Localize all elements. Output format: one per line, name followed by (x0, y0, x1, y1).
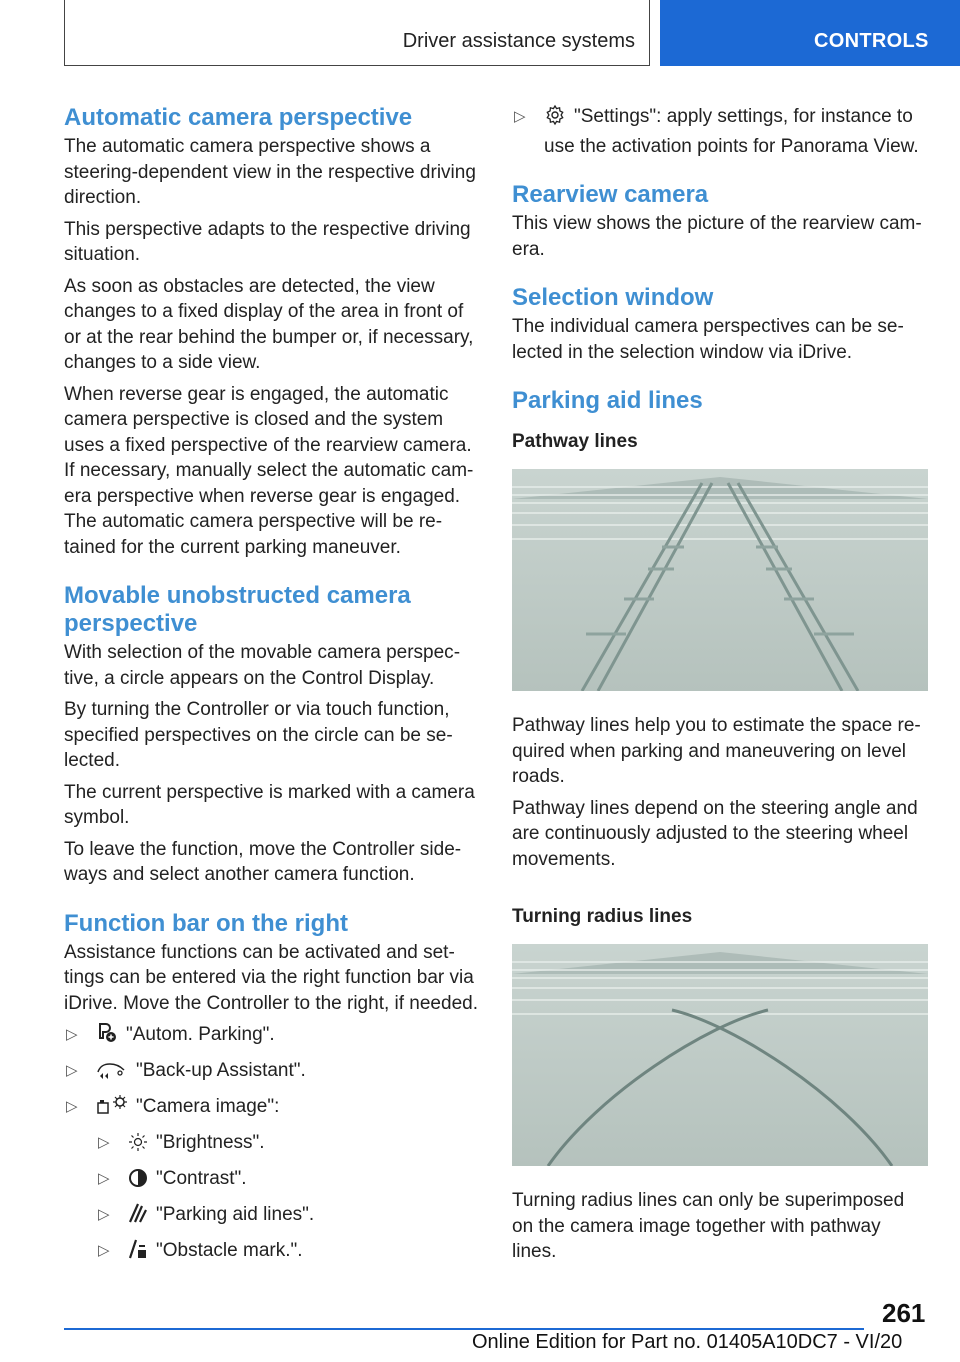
heading-movable-camera-perspective: Movable unobstructed camera perspective (64, 582, 411, 637)
heading-function-bar: Function bar on the right (64, 909, 348, 937)
sub-list-item (96, 1130, 482, 1160)
list-item-text: "Obstacle mark.". (156, 1240, 303, 1261)
header-chapter-title: CONTROLS (814, 30, 929, 52)
list-item-text: "Brightness". (156, 1132, 265, 1153)
paragraph: The current perspective is marked with a camera symbol. (64, 781, 475, 828)
bullet-triangle-icon: ▷ (98, 1170, 110, 1187)
list-item (64, 1094, 482, 1124)
footer-divider (64, 1328, 864, 1330)
parking-aid-lines-icon (128, 1202, 148, 1232)
paragraph: With selection of the movable camera perspective, a circle appears on the Control Display. (64, 642, 461, 689)
list-item-text: "Settings": apply settings, for instance to use the activation points for Panorama View. (544, 106, 919, 157)
heading-rearview-camera: Rearview camera (512, 181, 709, 208)
bullet-triangle-icon: ▷ (98, 1206, 110, 1223)
list-item-text: "Parking aid lines". (156, 1204, 315, 1225)
camera-image-icon (96, 1094, 128, 1124)
subheading-pathway-lines: Pathway lines (512, 431, 638, 452)
paragraph: The individual camera perspectives can be selected in the selection window via iDrive. (512, 316, 904, 363)
paragraph: When reverse gear is engaged, the automatic camera perspective is closed and the system uses a fixed perspective of the rearview camera. If necessary, manually select the automatic camera perspective when reverse gear is engaged. The automatic camera perspective will be retained for the current parking maneuver. (64, 383, 474, 558)
bullet-triangle-icon: ▷ (98, 1134, 110, 1151)
list-item-text: "Autom. Parking". (126, 1024, 275, 1045)
page-number: 261 (882, 1298, 926, 1328)
bullet-triangle-icon: ▷ (514, 108, 526, 125)
list-item-text: "Camera image": (136, 1096, 280, 1117)
obstacle-mark-icon (128, 1238, 148, 1268)
paragraph: Pathway lines depend on the steering angle and are continuously adjusted to the steering wheel movements. (512, 797, 918, 870)
bullet-triangle-icon: ▷ (66, 1062, 78, 1079)
list-item (64, 1022, 482, 1052)
header-section-title: Driver assistance systems (402, 30, 635, 52)
left-column (64, 104, 482, 1274)
right-column (512, 104, 930, 1271)
header-section-box (64, 0, 650, 66)
paragraph: By turning the Controller or via touch function, specified perspectives on the circle can be selected. (64, 699, 453, 771)
sub-list-item (96, 1238, 482, 1268)
sub-list-item (96, 1202, 482, 1232)
list-item-text: "Contrast". (156, 1168, 247, 1189)
list-item (64, 1058, 482, 1088)
contrast-icon (128, 1168, 148, 1196)
sub-list-item (96, 1166, 482, 1196)
heading-parking-aid-lines: Parking aid lines (512, 387, 703, 414)
turning-radius-lines-image (512, 944, 928, 1166)
pathway-lines-image (512, 469, 928, 691)
paragraph: This perspective adapts to the respective driving situation. (64, 218, 471, 265)
paragraph: To leave the function, move the Controller sideways and select another camera function. (64, 838, 462, 885)
paragraph: Assistance functions can be activated and settings can be entered via the right function bar via iDrive. Move the Controller to the right, if needed. (64, 941, 478, 1014)
auto-parking-icon (96, 1022, 118, 1052)
heading-automatic-camera-perspective: Automatic camera perspective (64, 104, 413, 131)
list-item-text: "Back-up Assistant". (136, 1060, 306, 1081)
bullet-triangle-icon: ▷ (98, 1242, 110, 1259)
bullet-triangle-icon: ▷ (66, 1026, 78, 1043)
subheading-turning-radius-lines: Turning radius lines (512, 906, 693, 927)
paragraph: Pathway lines help you to estimate the space required when parking and maneuvering on level roads. (512, 715, 921, 787)
paragraph: Turning radius lines can only be superimposed on the camera image together with pathway lines. (512, 1190, 905, 1262)
settings-gear-icon (544, 104, 566, 134)
header-chapter-tab[interactable] (660, 0, 960, 66)
backup-assistant-icon (96, 1060, 128, 1088)
list-item (512, 104, 930, 159)
paragraph: The automatic camera perspective shows a steering-dependent view in the respective driving direction. (64, 136, 476, 208)
paragraph: As soon as obstacles are detected, the view changes to a fixed display of the area in front of or at the rear behind the bumper or, if necessary, changes to a side view. (64, 275, 474, 373)
bullet-triangle-icon: ▷ (66, 1098, 78, 1115)
paragraph: This view shows the picture of the rearview camera. (512, 213, 922, 260)
brightness-icon (128, 1132, 148, 1160)
heading-selection-window: Selection window (512, 284, 714, 311)
footer-edition: Online Edition for Part no. 01405A10DC7 - VI/20 (472, 1331, 903, 1353)
